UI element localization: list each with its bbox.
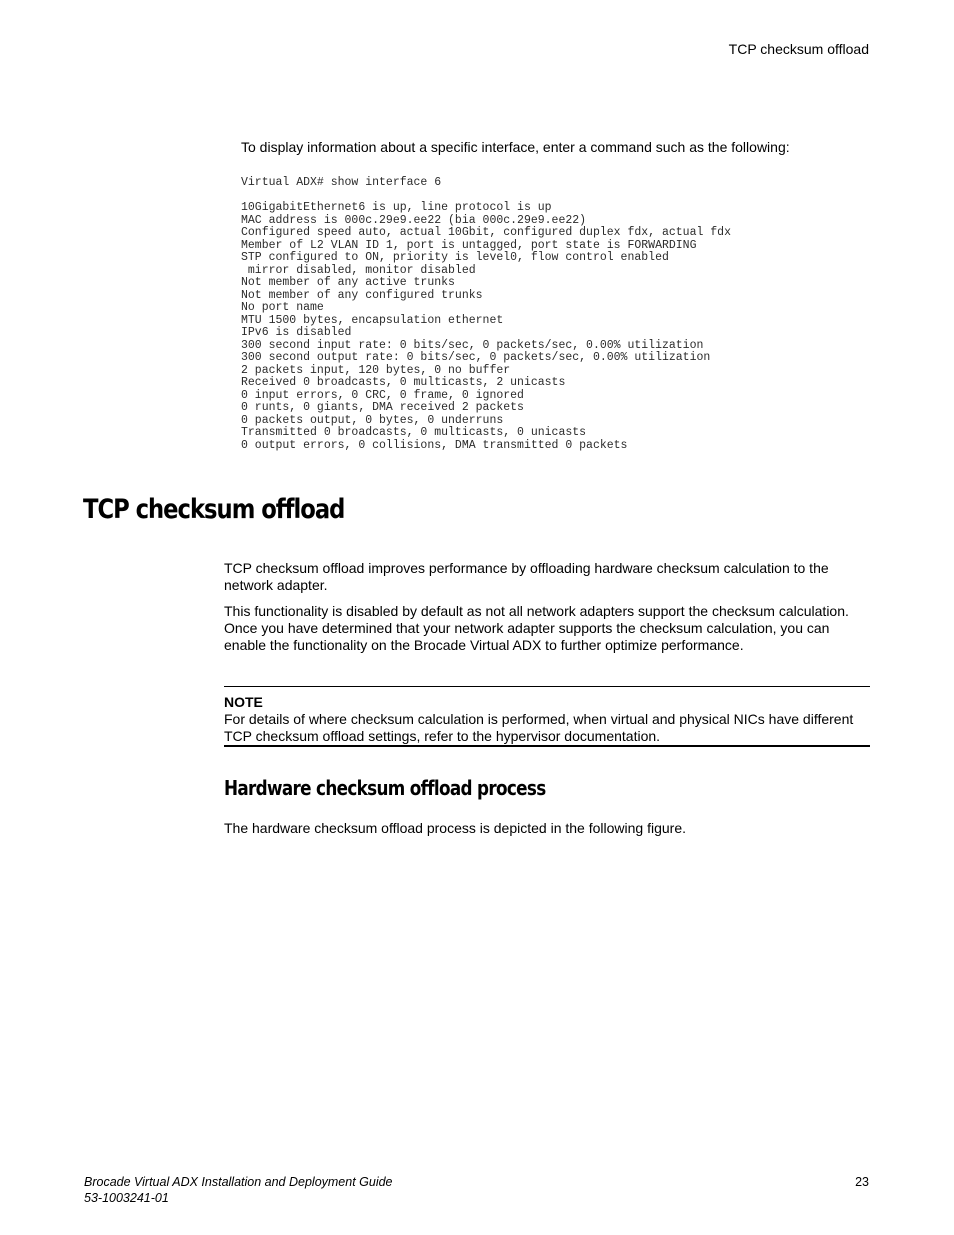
running-header: TCP checksum offload <box>728 41 869 57</box>
code-line: STP configured to ON, priority is level0, flow control enabled <box>241 251 669 264</box>
code-line: Virtual ADX# show interface 6 <box>241 176 442 189</box>
code-line: Not member of any configured trunks <box>241 288 483 302</box>
code-line: 0 output errors, 0 collisions, DMA transmitted 0 packets <box>241 438 628 452</box>
code-line: 10GigabitEthernet6 is up, line protocol is up <box>241 201 552 214</box>
code-line: Member of L2 VLAN ID 1, port is untagged, port state is FORWARDING <box>241 238 697 252</box>
subsection-paragraph: The hardware checksum offload process is depicted in the following figure. <box>224 820 686 836</box>
note-box <box>224 686 870 747</box>
code-line: MAC address is 000c.29e9.ee22 (bia 000c.29e9.ee22) <box>241 213 587 227</box>
code-line: Transmitted 0 broadcasts, 0 multicasts, 0 unicasts <box>241 426 587 439</box>
code-line: MTU 1500 bytes, encapsulation ethernet <box>241 313 504 327</box>
code-line: 0 input errors, 0 CRC, 0 frame, 0 ignored <box>241 388 524 402</box>
code-line: Received 0 broadcasts, 0 multicasts, 2 unicasts <box>241 376 566 389</box>
intro-paragraph: To display information about a specific interface, enter a command such as the following: <box>241 139 790 155</box>
footer-guide-title: Brocade Virtual ADX Installation and Deployment Guide <box>84 1175 393 1189</box>
code-line: 0 runts, 0 giants, DMA received 2 packets <box>241 401 524 414</box>
code-line: 2 packets input, 120 bytes, 0 no buffer <box>241 363 511 377</box>
note-label: NOTE <box>224 694 263 710</box>
footer-page-number: 23 <box>855 1175 869 1189</box>
code-line: Not member of any active trunks <box>241 276 455 289</box>
section-heading: TCP checksum offload <box>83 494 345 525</box>
code-line: 0 packets output, 0 bytes, 0 underruns <box>241 413 504 427</box>
code-line: 300 second output rate: 0 bits/sec, 0 packets/sec, 0.00% utilization <box>241 351 711 364</box>
footer-doc-number: 53-1003241-01 <box>84 1191 169 1205</box>
note-text: For details of where checksum calculation is performed, when virtual and physical NICs have different TCP checksum offload settings, refer to the hypervisor documentation. <box>224 711 854 744</box>
code-line: mirror disabled, monitor disabled <box>241 263 476 277</box>
section-paragraph-2: This functionality is disabled by default as not all network adapters support the checksum calculation. Once you have determined that your network adapter supports the checksum calculation, you can enable the functionality on the Brocade Virtual ADX to further optimize performance. <box>224 603 849 653</box>
code-line: 300 second input rate: 0 bits/sec, 0 packets/sec, 0.00% utilization <box>241 338 704 352</box>
code-line: No port name <box>241 301 324 314</box>
command-output-block <box>241 177 731 452</box>
subsection-heading: Hardware checksum offload process <box>224 776 546 800</box>
code-line: IPv6 is disabled <box>241 326 352 339</box>
code-line: Configured speed auto, actual 10Gbit, configured duplex fdx, actual fdx <box>241 226 731 239</box>
section-paragraph-1: TCP checksum offload improves performance by offloading hardware checksum calculation to the network adapter. <box>224 560 829 593</box>
